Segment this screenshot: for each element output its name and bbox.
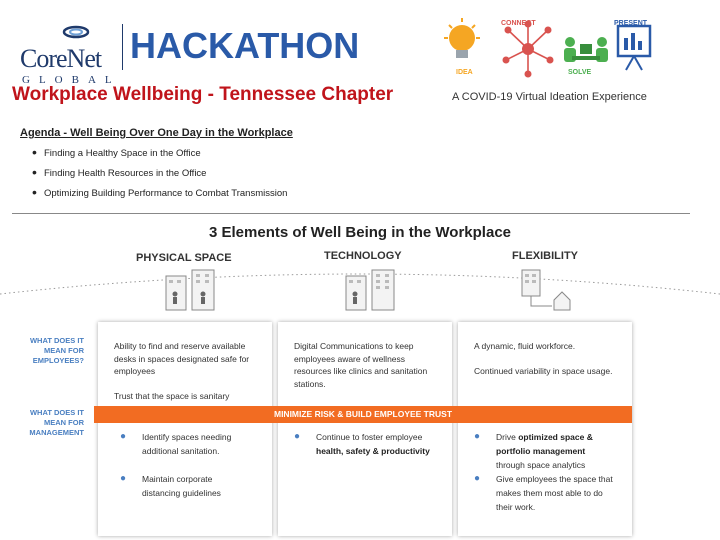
- text-line: Maintain corporate: [142, 474, 213, 484]
- text-line: additional sanitation.: [142, 446, 220, 456]
- text-line: Digital Communications to keep: [294, 341, 414, 351]
- text-span: Drive: [496, 432, 519, 442]
- bullet-dot: ●: [294, 431, 301, 442]
- flexibility-mgmt-bullet-1: [474, 430, 632, 472]
- text-line: Identify spaces needing: [142, 432, 232, 442]
- row-label-line: MEAN FOR: [44, 346, 84, 355]
- technology-building-icon: [342, 268, 398, 312]
- technology-mgmt-bullet: [294, 430, 456, 458]
- page-subtitle: A COVID-19 Virtual Ideation Experience: [452, 91, 647, 103]
- agenda-item: • Finding a Healthy Space in the Office: [32, 148, 287, 168]
- physical-employees-text: [114, 340, 274, 403]
- technology-employees-text: [294, 340, 456, 390]
- page-title: Workplace Wellbeing - Tennessee Chapter: [12, 84, 394, 105]
- hackathon-stage-icons: [440, 12, 660, 82]
- physical-mgmt-bullet-1: [120, 430, 262, 458]
- risk-trust-banner: MINIMIZE RISK & BUILD EMPLOYEE TRUST: [94, 406, 632, 423]
- flexibility-employees-text: [474, 340, 634, 378]
- text-line: [474, 353, 634, 366]
- text-line: through space analytics: [496, 460, 586, 470]
- present-label: PRESENT: [614, 20, 648, 27]
- management-row-label: [14, 408, 84, 438]
- network-icon: [498, 20, 558, 78]
- text-line: makes them most able to do: [496, 488, 603, 498]
- row-label-line: WHAT DOES IT: [29, 336, 84, 345]
- bullet-dot: ●: [120, 431, 127, 442]
- text-line: their work.: [496, 502, 536, 512]
- text-line: Continued variability in space usage.: [474, 366, 613, 376]
- idea-label: IDEA: [456, 69, 473, 76]
- row-label-line: MEAN FOR: [44, 418, 84, 427]
- bullet-dot: ●: [474, 473, 481, 484]
- hackathon-wordmark: HACKATHON: [130, 25, 360, 66]
- logo-global-text: GLOBAL: [22, 74, 121, 86]
- collaboration-icon: [558, 34, 614, 74]
- office-building-icon: [162, 268, 218, 312]
- section-divider: [12, 213, 690, 214]
- logo-core-text: CoreNet: [20, 44, 102, 73]
- connect-label: CONNECT: [501, 20, 536, 27]
- text-line: desks in spaces designated safe for: [114, 353, 250, 364]
- text-bold: optimized space &: [518, 432, 593, 442]
- text-line: resources like clinics and sanitation: [294, 366, 428, 376]
- text-line: Give employees the space that: [496, 474, 613, 484]
- text-line: [114, 378, 274, 391]
- column-heading-technology: TECHNOLOGY: [324, 250, 402, 262]
- row-label-line: MANAGEMENT: [29, 428, 84, 437]
- physical-mgmt-bullet-2: [120, 472, 262, 500]
- text-line: stations.: [294, 378, 326, 389]
- text-bold: health, safety & productivity: [316, 446, 430, 456]
- employees-row-label: [14, 336, 84, 366]
- text-line: distancing guidelines: [142, 488, 221, 498]
- solve-label: SOLVE: [568, 69, 592, 76]
- lightbulb-icon: [440, 16, 484, 72]
- agenda-heading: Agenda - Well Being Over One Day in the Workplace: [20, 127, 293, 139]
- agenda-item: • Optimizing Building Performance to Combat Transmission: [32, 188, 287, 208]
- building-to-home-icon: [518, 268, 574, 314]
- text-line: A dynamic, fluid workforce.: [474, 341, 576, 351]
- text-line: employees aware of wellness: [294, 353, 406, 364]
- row-label-line: WHAT DOES IT: [29, 408, 84, 417]
- text-line: Trust that the space is sanitary: [114, 391, 230, 401]
- row-label-line: EMPLOYEES?: [32, 356, 84, 365]
- text-line: employees: [114, 366, 156, 376]
- text-line: Continue to foster employee: [316, 432, 423, 442]
- presentation-icon: [612, 22, 656, 72]
- column-heading-flexibility: FLEXIBILITY: [512, 250, 578, 262]
- bullet-dot: ●: [120, 473, 127, 484]
- section-title: 3 Elements of Well Being in the Workplace: [208, 224, 511, 241]
- column-heading-physical: PHYSICAL SPACE: [136, 252, 232, 264]
- text-bold: portfolio management: [496, 446, 586, 456]
- bullet-dot: ●: [474, 431, 481, 442]
- agenda-item: • Finding Health Resources in the Office: [32, 168, 287, 188]
- text-line: Ability to find and reserve available: [114, 341, 246, 351]
- flexibility-mgmt-bullet-2: [474, 472, 632, 514]
- logo-divider: [122, 24, 123, 70]
- agenda-list: [32, 148, 287, 208]
